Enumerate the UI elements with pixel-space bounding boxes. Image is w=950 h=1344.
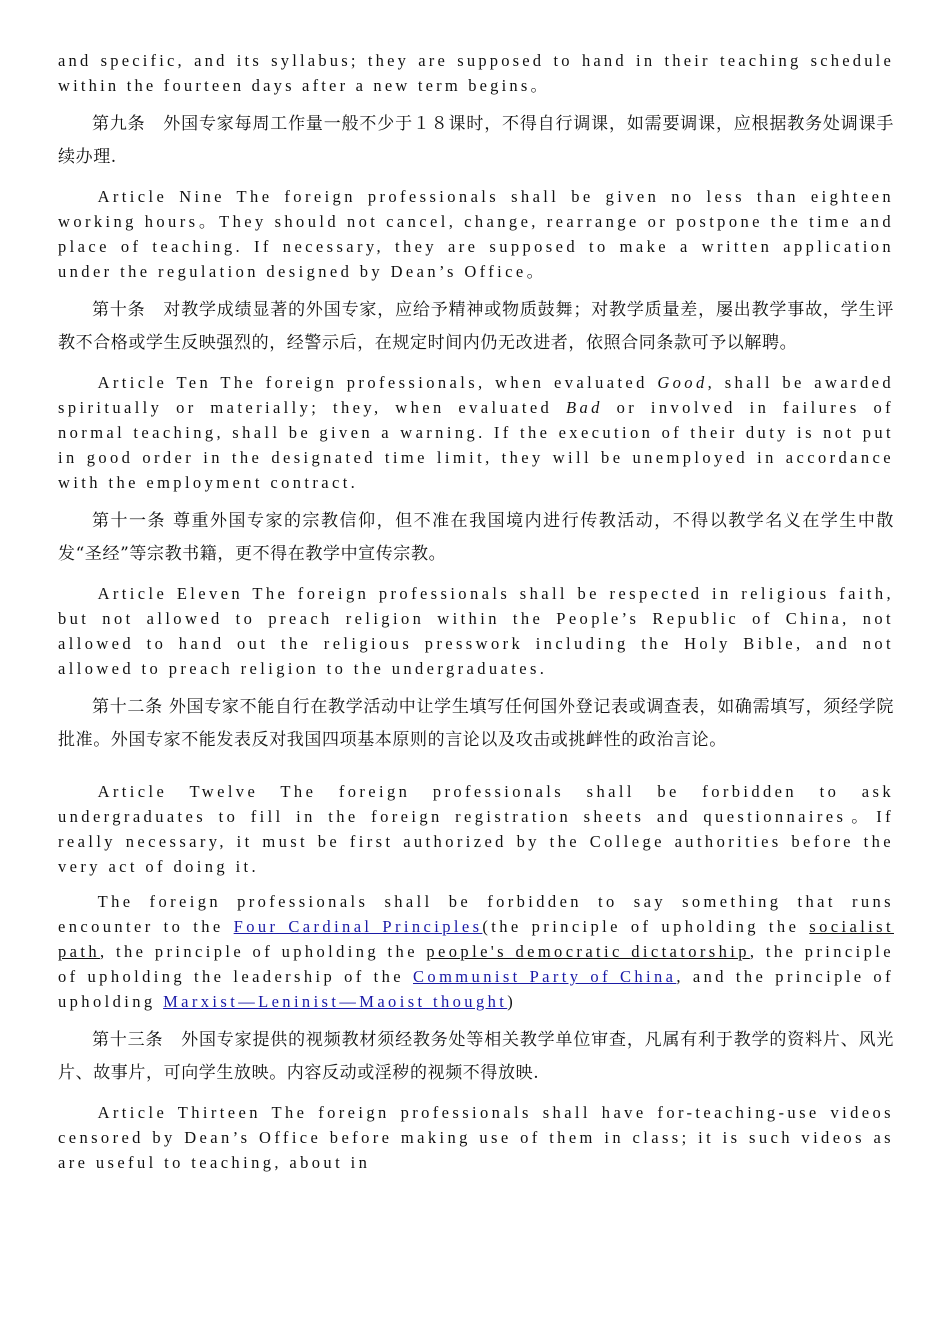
link-peoples-democratic-dictatorship[interactable]: people's democratic dictatorship bbox=[426, 942, 750, 961]
article-9-english: Article Nine The foreign professionals shall be given no less than eighteen working hours。They should not cancel, change, rearrange or postpone the time and place of teaching. If necessary, they are supposed to make a written application under the regulation designed by Dean’s Office。 bbox=[58, 187, 894, 281]
article-13-english: Article Thirteen The foreign professionals shall have for-teaching-use videos censored by Dean’s Office before making use of them in class; it is such videos as are useful to teaching, about in bbox=[58, 1103, 894, 1172]
link-four-cardinal-principles[interactable]: Four Cardinal Principles bbox=[233, 917, 483, 936]
article-10-text-2: , shall be awarded spiritually or materially; they, when evaluated bbox=[58, 373, 894, 417]
rating-bad: Bad bbox=[566, 398, 603, 417]
article-12-text-5: , and the principle of upholding bbox=[58, 967, 894, 1011]
link-marxist-leninist-maoist-thought[interactable]: Marxist—Leninist—Maoist thought bbox=[163, 992, 508, 1011]
link-socialist-path[interactable]: socialist path bbox=[58, 917, 894, 961]
article-10-chinese: 第十条 对教学成绩显著的外国专家，应给予精神或物质鼓舞；对教学质量差，屡出教学事故，学生评教不合格或学生反映强烈的，经警示后，在规定时间内仍无改进者，依照合同条款可予以解聘。 bbox=[58, 300, 894, 353]
article-10-text-3: or involved in failures of normal teaching, shall be given a warning. If the execution of their duty is not put in good order in the designated time limit, they will be unemployed in accordance with the employment contract. bbox=[58, 398, 894, 492]
article-12-chinese: 第十二条 外国专家不能自行在教学活动中让学生填写任何国外登记表或调查表，如确需填写，须经学院批准。外国专家不能发表反对我国四项基本原则的言论以及攻击或挑衅性的政治言论。 bbox=[58, 697, 894, 750]
article-12-text-4: , the principle of upholding the leadership of the bbox=[58, 942, 894, 986]
rating-good: Good bbox=[657, 373, 708, 392]
article-11-english: Article Eleven The foreign professionals shall be respected in religious faith, but not allowed to preach religion within the People’s Republic of China, not allowed to hand out the religious presswork including the Holy Bible, and not allowed to preach religion to the undergraduates. bbox=[58, 584, 894, 678]
article-9-chinese: 第九条 外国专家每周工作量一般不少于１８课时，不得自行调课，如需要调课，应根据教务处调课手续办理. bbox=[58, 114, 894, 167]
article-10-text-1: Article Ten The foreign professionals, when evaluated bbox=[97, 373, 648, 392]
article-12-english-b bbox=[58, 889, 894, 1014]
link-communist-party-of-china[interactable]: Communist Party of China bbox=[413, 967, 677, 986]
article-12-text-1: The foreign professionals shall be forbidden to say something that runs encounter to the bbox=[58, 892, 894, 936]
continued-paragraph: and specific, and its syllabus; they are supposed to hand in their teaching schedule within the fourteen days after a new term begins。 bbox=[58, 51, 894, 95]
article-12-text-6: ) bbox=[507, 992, 517, 1011]
article-12-text-3: , the principle of upholding the bbox=[100, 942, 418, 961]
article-12-text-2: (the principle of upholding the bbox=[482, 917, 800, 936]
article-12-english-a: Article Twelve The foreign professionals shall be forbidden to ask undergraduates to fill in the foreign registration sheets and questionnaires。If really necessary, it must be first authorized by the College authorities before the very act of doing it. bbox=[58, 782, 894, 876]
article-11-chinese: 第十一条 尊重外国专家的宗教信仰，但不准在我国境内进行传教活动，不得以教学名义在学生中散发“圣经”等宗教书籍，更不得在教学中宣传宗教。 bbox=[58, 511, 894, 564]
article-13-chinese: 第十三条 外国专家提供的视频教材须经教务处等相关教学单位审查，凡属有利于教学的资料片、风光片、故事片，可向学生放映。内容反动或淫秽的视频不得放映. bbox=[58, 1030, 894, 1083]
article-10-english bbox=[58, 370, 894, 495]
